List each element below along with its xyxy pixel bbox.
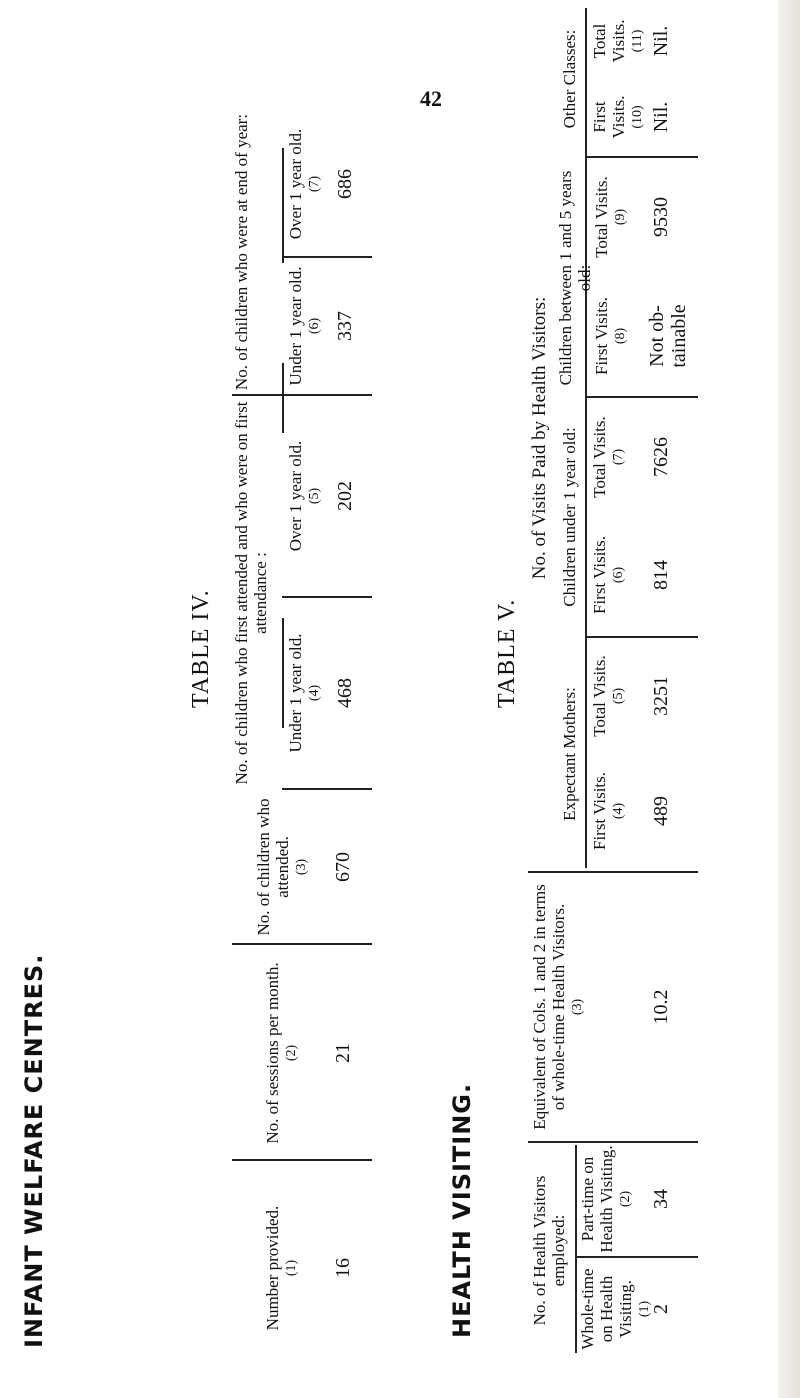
t4-col3-value: 670 [332, 852, 354, 882]
t5-col5-header: Total Visits. (5) [590, 655, 626, 737]
t4-col5-header: Over 1 year old. (5) [286, 440, 322, 552]
t5-col6-header: First Visits. (6) [590, 535, 626, 615]
t5-under1-header: Children under 1 year old: [560, 427, 579, 607]
section-title-infant-welfare: INFANT WELFARE CENTRES. [20, 953, 48, 1348]
t4-col1-label: Number provided. [263, 1205, 282, 1331]
t4-col1-value: 16 [332, 1258, 354, 1278]
t5-expectant-header: Expectant Mothers: [560, 687, 579, 821]
t5-col3-header: Equivalent of Cols. 1 and 2 in terms of whole-time Health Visitors. (3) [530, 884, 585, 1130]
t4-col4-value: 468 [334, 678, 356, 708]
table-iv-title: TABLE IV. [188, 589, 214, 708]
t4-col3-num: (3) [293, 858, 309, 876]
t4-col6-header: Under 1 year old. (6) [286, 266, 322, 386]
t5-col1-header: Whole-time on Health Visiting. (1) [578, 1268, 652, 1350]
t5-visits-header: No. of Visits Paid by Health Visitors: [529, 296, 550, 580]
t4-group1-header: No. of children who first attended and who were on first attendance : [232, 401, 270, 785]
t5-col5-value: 3251 [650, 676, 672, 716]
t4-col4-header: Under 1 year old. (4) [286, 633, 322, 753]
t5-col6-value: 814 [650, 560, 672, 590]
t5-other-header: Other Classes: [560, 29, 579, 129]
t4-col2-header [232, 948, 332, 1158]
t4-col3-label: No. of children who attended. [253, 798, 292, 936]
t5-col2-header: Part-time on Health Visiting. (2) [578, 1145, 633, 1253]
t4-col1-num: (1) [284, 1259, 299, 1277]
t4-col7-value: 686 [334, 169, 356, 199]
t5-col7-header: Total Visits. (7) [590, 416, 626, 498]
t5-col3-value: 10.2 [650, 989, 672, 1025]
t5-col10-value: Nil. [650, 101, 672, 133]
t5-col7-value: 7626 [650, 437, 672, 477]
t5-col8-value: Not ob- tainable [646, 304, 690, 368]
t5-col11-header: Total Visits. (11) [590, 19, 645, 63]
t4-col6-value: 337 [334, 311, 356, 341]
t4-col7-header: Over 1 year old. (7) [286, 128, 322, 240]
t5-employed-header: No. of Health Visitors employed: [530, 1175, 568, 1326]
t5-col10-header: First Visits. (10) [590, 95, 645, 139]
t4-col5-value: 202 [334, 481, 356, 511]
t4-col1-header [232, 1168, 332, 1368]
t5-col9-value: 9530 [650, 197, 672, 237]
t4-col2-label: No. of sessions per month. [263, 962, 282, 1144]
section-title-health-visiting: HEALTH VISITING. [448, 1082, 476, 1338]
t4-group2-header: No. of children who were at end of year: [232, 113, 251, 391]
t5-col1-value: 2 [650, 1304, 672, 1314]
table-v-title: TABLE V. [494, 598, 520, 708]
t4-col3-header [232, 792, 332, 942]
t4-col2-num: (2) [284, 1044, 299, 1062]
t5-1to5-header: Children between 1 and 5 years old: [556, 170, 594, 386]
t5-col4-header: First Visits. (4) [590, 771, 626, 851]
t5-col8-header: First Visits. (8) [592, 296, 628, 376]
t5-col4-value: 489 [650, 796, 672, 826]
t4-col2-value: 21 [332, 1043, 354, 1063]
t5-col2-value: 34 [650, 1189, 672, 1209]
t5-col11-value: Nil. [650, 25, 672, 57]
page-number: 42 [420, 86, 442, 111]
t5-col9-header: Total Visits. (9) [592, 176, 628, 258]
